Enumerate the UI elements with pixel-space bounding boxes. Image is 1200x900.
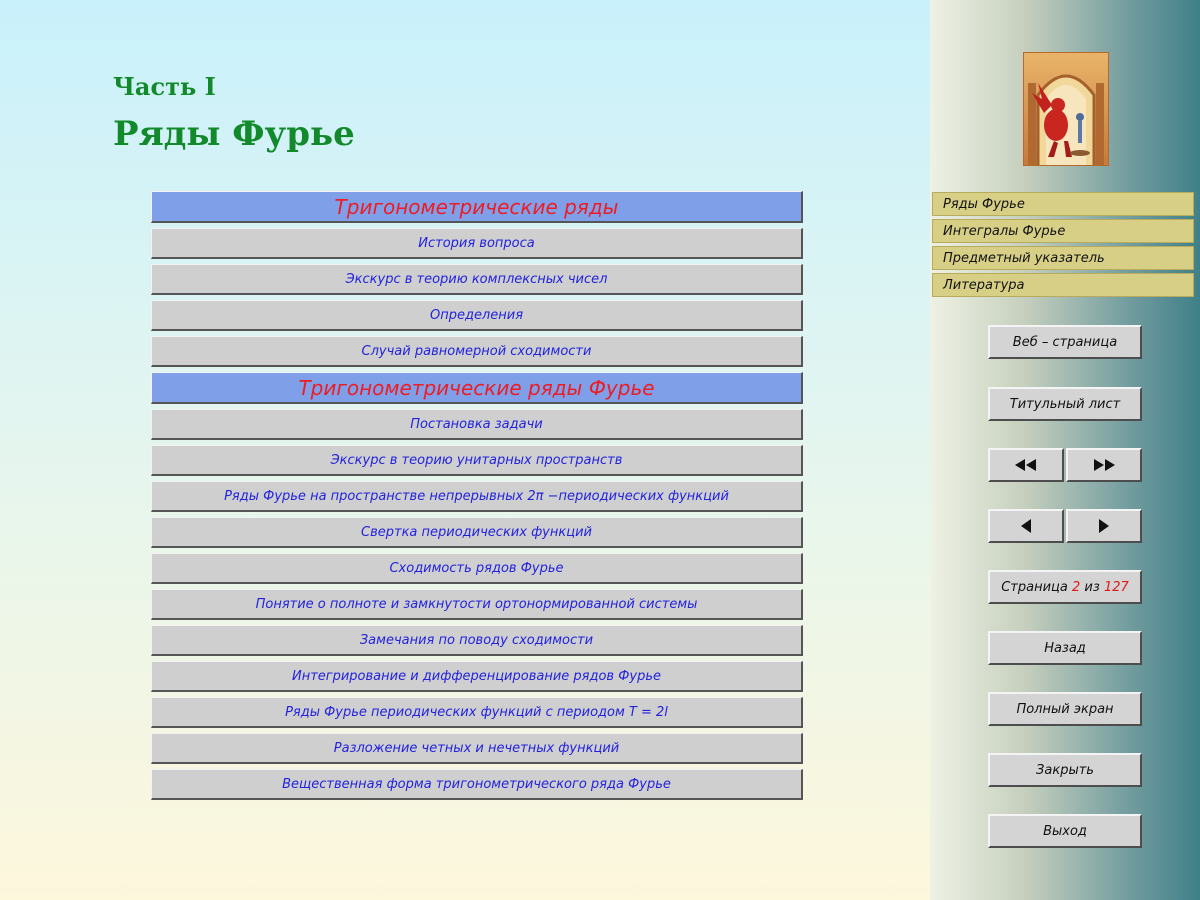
toc-item-uniform-convergence[interactable]: Случай равномерной сходимости xyxy=(151,336,803,367)
total-pages-number: 127 xyxy=(1103,579,1129,595)
page-title: Ряды Фурье xyxy=(113,114,355,154)
current-page-number: 2 xyxy=(1072,579,1081,595)
double-right-arrow-icon xyxy=(1093,459,1115,471)
page-of-label: из xyxy=(1084,579,1100,595)
toc-item-unitary-spaces[interactable]: Экскурс в теорию унитарных пространств xyxy=(151,445,803,476)
close-button[interactable]: Закрыть xyxy=(988,753,1142,787)
toc-item-even-odd[interactable]: Разложение четных и нечетных функций xyxy=(151,733,803,764)
exit-button[interactable]: Выход xyxy=(988,814,1142,848)
web-page-button[interactable]: Веб – страница xyxy=(988,325,1142,359)
nav-item-fourier-integrals[interactable]: Интегралы Фурье xyxy=(932,219,1194,243)
toc-item-history[interactable]: История вопроса xyxy=(151,228,803,259)
book-cover-image xyxy=(1023,52,1109,166)
left-arrow-icon xyxy=(1021,519,1031,533)
first-page-button[interactable] xyxy=(988,448,1064,482)
toc-item-convergence[interactable]: Сходимость рядов Фурье xyxy=(151,553,803,584)
toc-item-integration-differentiation[interactable]: Интегрирование и дифференцирование рядов Фурье xyxy=(151,661,803,692)
prev-page-button[interactable] xyxy=(988,509,1064,543)
toc-item-complex-numbers[interactable]: Экскурс в теорию комплексных чисел xyxy=(151,264,803,295)
right-arrow-icon xyxy=(1099,519,1109,533)
nav-item-subject-index[interactable]: Предметный указатель xyxy=(932,246,1194,270)
toc-item-continuous-periodic[interactable]: Ряды Фурье на пространстве непрерывных 2π −периодических функций xyxy=(151,481,803,512)
page-indicator[interactable] xyxy=(988,570,1142,604)
back-button[interactable]: Назад xyxy=(988,631,1142,665)
page-prefix: Страница xyxy=(1001,579,1068,595)
part-label: Часть I xyxy=(113,72,216,101)
nav-item-fourier-series[interactable]: Ряды Фурье xyxy=(932,192,1194,216)
double-left-arrow-icon xyxy=(1015,459,1037,471)
last-page-button[interactable] xyxy=(1066,448,1142,482)
toc-item-convolution[interactable]: Свертка периодических функций xyxy=(151,517,803,548)
chapter-nav xyxy=(932,192,1194,300)
toc-section-fourier-series[interactable]: Тригонометрические ряды Фурье xyxy=(151,372,803,404)
next-page-button[interactable] xyxy=(1066,509,1142,543)
fullscreen-button[interactable]: Полный экран xyxy=(988,692,1142,726)
toc-item-completeness[interactable]: Понятие о полноте и замкнутости ортонормированной системы xyxy=(151,589,803,620)
toc-section-trig-series[interactable]: Тригонометрические ряды xyxy=(151,191,803,223)
toc-item-convergence-remarks[interactable]: Замечания по поводу сходимости xyxy=(151,625,803,656)
title-page-button[interactable]: Титульный лист xyxy=(988,387,1142,421)
toc-item-problem-statement[interactable]: Постановка задачи xyxy=(151,409,803,440)
toc-item-real-form[interactable]: Вещественная форма тригонометрического ряда Фурье xyxy=(151,769,803,800)
toc-item-definitions[interactable]: Определения xyxy=(151,300,803,331)
toc-item-period-2l[interactable]: Ряды Фурье периодических функций с периодом T = 2l xyxy=(151,697,803,728)
table-of-contents xyxy=(151,191,803,805)
nav-item-literature[interactable]: Литература xyxy=(932,273,1194,297)
